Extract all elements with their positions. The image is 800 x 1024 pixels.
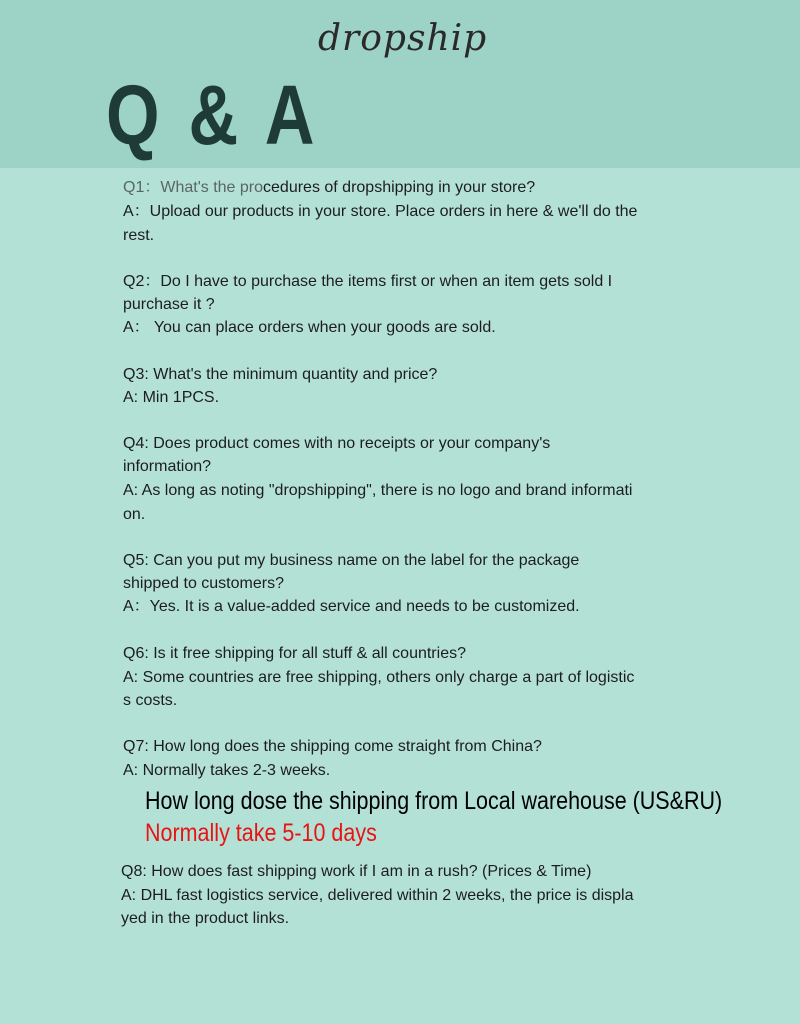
q3-answer-line-1: A: Min 1PCS.	[123, 389, 220, 406]
q3-question-line-1: Q3: What's the minimum quantity and price?	[123, 366, 438, 383]
q7-answer-line-1: A: Normally takes 2-3 weeks.	[123, 762, 331, 779]
local-warehouse-question: How long dose the shipping from Local warehouse (US&RU)	[145, 787, 723, 815]
brand-logo-text: dropship	[318, 18, 488, 59]
q2-question-line-2: purchase it ?	[123, 296, 215, 313]
q7-question-line-1: Q7: How long does the shipping come straight from China?	[123, 738, 542, 755]
q4-answer-line-2: on.	[123, 506, 146, 523]
q8-answer-line-2: yed in the product links.	[121, 910, 290, 927]
q1-question-prefix: Q1：What's the pro	[123, 179, 264, 196]
q8-question-line-1: Q8: How does fast shipping work if I am in a rush? (Prices & Time)	[121, 863, 592, 880]
q2-question-line-1: Q2：Do I have to purchase the items first or when an item gets sold I	[123, 273, 613, 290]
page-title: Q & A	[106, 68, 320, 162]
q5-answer-line-1: A：Yes. It is a value-added service and needs to be customized.	[123, 598, 580, 615]
q6-answer-line-2: s costs.	[123, 692, 178, 709]
q4-question-line-1: Q4: Does product comes with no receipts or your company's	[123, 435, 551, 452]
q5-question-line-1: Q5: Can you put my business name on the label for the package	[123, 552, 580, 569]
q1-answer-line-2: rest.	[123, 227, 155, 244]
q4-answer-line-1: A: As long as noting "dropshipping", there is no logo and brand informati	[123, 482, 633, 499]
q1-question-rest: cedures of dropshipping in your store?	[263, 179, 536, 196]
local-warehouse-answer: Normally take 5-10 days	[145, 819, 377, 847]
q8-answer-line-1: A: DHL fast logistics service, delivered within 2 weeks, the price is displa	[121, 887, 634, 904]
q1-question	[123, 177, 535, 199]
q4-question-line-2: information?	[123, 458, 212, 475]
q2-answer-line-1: A： You can place orders when your goods are sold.	[123, 319, 496, 336]
q5-question-line-2: shipped to customers?	[123, 575, 284, 592]
q1-answer-line-1: A：Upload our products in your store. Place orders in here & we'll do the	[123, 203, 638, 220]
q6-question-line-1: Q6: Is it free shipping for all stuff & all countries?	[123, 645, 466, 662]
q6-answer-line-1: A: Some countries are free shipping, others only charge a part of logistic	[123, 669, 635, 686]
